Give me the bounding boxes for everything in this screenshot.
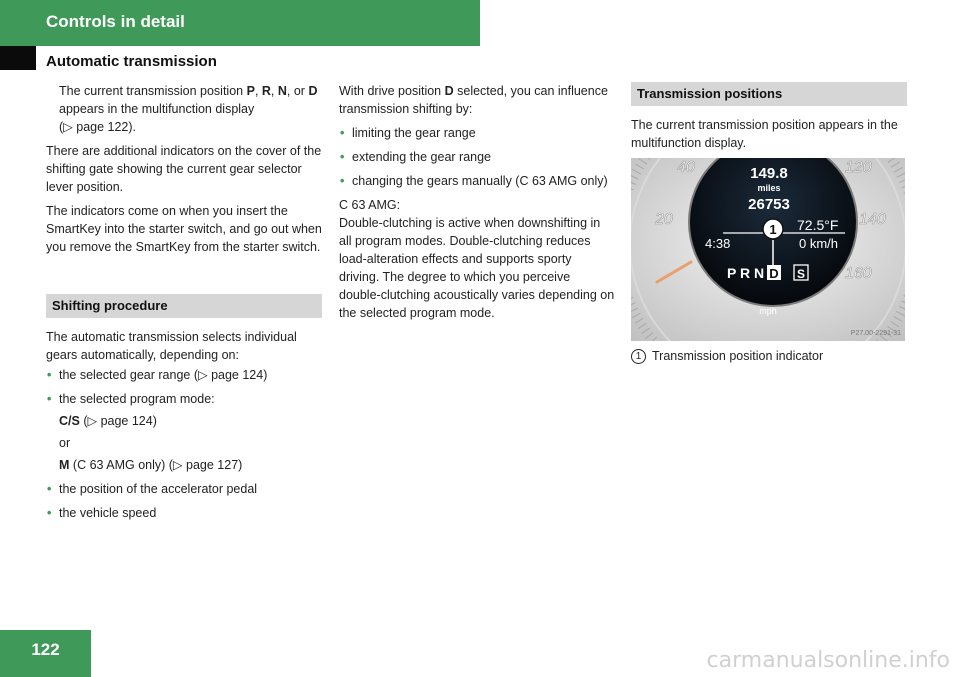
shifting-procedure-heading: Shifting procedure (46, 294, 322, 318)
list-item: • the position of the accelerator pedal (47, 482, 258, 496)
sub-item: M (C 63 AMG only) (▷ page 127) (59, 458, 243, 472)
intro-paragraph: The current transmission position P, R, N, or D appears in the multifunction display (▷ page 122). (59, 84, 318, 134)
bullet-icon: • (47, 368, 52, 382)
page-number-box (0, 630, 91, 677)
callout-number: 1 (769, 222, 777, 237)
list-item: • the selected program mode: (47, 392, 215, 406)
dial-number: 160 (845, 265, 872, 282)
bullet-icon: • (340, 150, 345, 164)
trip-unit: miles (757, 183, 781, 193)
column-1 (46, 82, 322, 528)
gear-indicator: P R N (727, 265, 765, 281)
paragraph: The current transmission position appears in the multifunction display. (631, 118, 898, 150)
paragraph: The indicators come on when you insert the SmartKey into the starter switch, and go out when you remove the SmartKey from the starter switch. (46, 204, 322, 254)
digital-speed: 0 km/h (799, 236, 839, 251)
dial-number: 120 (845, 159, 872, 176)
paragraph: C 63 AMG: Double-clutching is active when downshifting in all program modes. Double-clutching reduces load-alteration effects and supports sporty driving. The degree to which you perceive double-clutching acoustically varies depending on the selected program mode. (339, 198, 615, 320)
dial-number: 20 (655, 211, 673, 228)
program-mode: S (796, 267, 806, 281)
sub-item: C/S (▷ page 124) (59, 414, 157, 428)
watermark: carmanualsonline.info (706, 648, 950, 673)
list-item: • limiting the gear range (340, 126, 476, 140)
caption-number: 1 (631, 349, 646, 364)
chapter-banner (0, 0, 480, 46)
bullet-icon: • (47, 482, 52, 496)
section-title: Automatic transmission (46, 53, 217, 70)
paragraph: The automatic transmission selects individual gears automatically, depending on: (46, 330, 297, 362)
list-item: • the vehicle speed (47, 506, 157, 520)
instrument-cluster-figure (631, 158, 905, 341)
odometer: 26753 (748, 196, 790, 213)
trip-value: 149.8 (750, 165, 788, 182)
speedometer-illustration (631, 158, 905, 341)
page-number: 122 (31, 640, 60, 659)
section-marker (0, 46, 36, 70)
paragraph: There are additional indicators on the cover of the shifting gate showing the current gear selector lever position. (46, 144, 322, 194)
paragraph: With drive position D selected, you can influence transmission shifting by: (339, 84, 608, 116)
dial-number: 140 (859, 211, 886, 228)
bullet-icon: • (47, 506, 52, 520)
list-item: • changing the gears manually (C 63 AMG only) (340, 174, 608, 188)
page-reference[interactable]: (▷ page 122). (59, 120, 137, 134)
sub-item: or (59, 436, 71, 450)
column-3 (631, 82, 907, 365)
clock: 4:38 (705, 236, 731, 251)
bullet-icon: • (47, 392, 52, 406)
transmission-positions-heading: Transmission positions (631, 82, 907, 106)
unit-label: mph (759, 306, 777, 316)
dial-number: 40 (677, 159, 695, 176)
list-item: • extending the gear range (340, 150, 491, 164)
bullet-icon: • (340, 174, 345, 188)
bullet-icon: • (340, 126, 345, 140)
chapter-title: Controls in detail (46, 12, 185, 31)
active-gear: D (769, 266, 779, 281)
figure-code: P27.00-2291-31 (850, 330, 901, 337)
list-item: • the selected gear range (▷ page 124) (47, 368, 268, 382)
column-2 (339, 82, 615, 328)
outside-temperature: 72.5°F (797, 217, 839, 233)
figure-caption: 1 Transmission position indicator (631, 347, 907, 365)
